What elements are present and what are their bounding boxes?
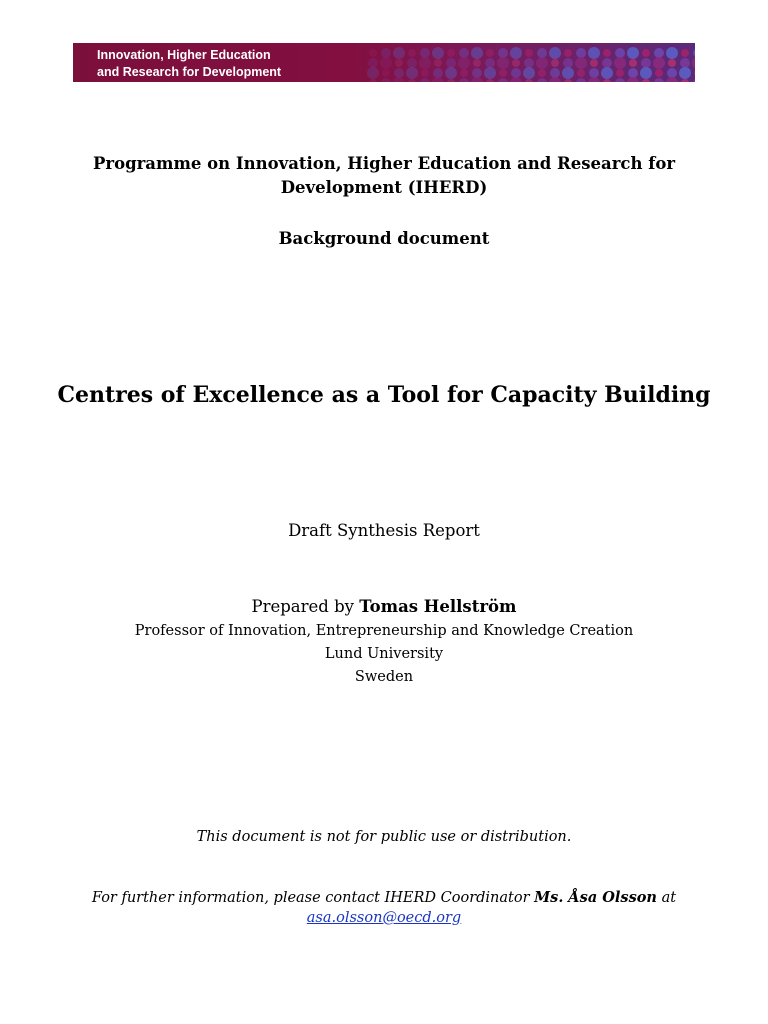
pattern-dot xyxy=(473,59,481,67)
author-university: Lund University xyxy=(324,646,444,662)
pattern-dot xyxy=(460,69,468,77)
pattern-dot xyxy=(471,47,483,59)
pattern-dot xyxy=(588,47,600,59)
pattern-dot xyxy=(590,59,598,67)
prepared-by-line xyxy=(0,597,768,616)
pattern-dot xyxy=(654,48,664,58)
pattern-dot xyxy=(407,58,417,68)
pattern-dot xyxy=(421,69,429,77)
pattern-dot xyxy=(419,57,431,69)
pattern-dot xyxy=(549,77,561,82)
pattern-dot xyxy=(523,67,535,79)
pattern-dot xyxy=(576,48,586,58)
pattern-dot xyxy=(679,67,691,79)
contact-name: Ms. Åsa Olsson xyxy=(534,889,657,906)
pattern-dot xyxy=(668,59,676,67)
pattern-dot xyxy=(433,68,443,78)
pattern-dot xyxy=(694,69,695,77)
pattern-dot xyxy=(603,79,611,82)
pattern-dot xyxy=(458,57,470,69)
pattern-dot xyxy=(447,79,455,82)
pattern-dot xyxy=(564,49,572,57)
pattern-dot xyxy=(381,48,391,58)
pattern-dot xyxy=(510,47,522,59)
pattern-dot xyxy=(681,79,689,82)
document-subtitle: Draft Synthesis Report xyxy=(288,521,480,540)
pattern-dot xyxy=(368,58,378,68)
prepared-by-label: Prepared by xyxy=(251,597,360,616)
pattern-dot xyxy=(549,47,561,59)
pattern-dot xyxy=(577,69,585,77)
pattern-dot xyxy=(692,57,695,69)
pattern-dot xyxy=(406,67,418,79)
pattern-dot xyxy=(654,78,664,82)
contact-line xyxy=(0,889,768,906)
pattern-dot xyxy=(550,68,560,78)
pattern-dot xyxy=(512,59,520,67)
pattern-dot xyxy=(642,49,650,57)
banner-title-line2: and Research for Development xyxy=(97,65,282,79)
contact-text: For further information, please contact IHERD Coordinator xyxy=(91,890,535,906)
pattern-dot xyxy=(485,58,495,68)
pattern-dot xyxy=(642,79,650,82)
pattern-dot xyxy=(681,49,689,57)
document-title: Centres of Excellence as a Tool for Capacity Building xyxy=(57,382,711,408)
pattern-dot xyxy=(666,47,678,59)
pattern-dot xyxy=(551,59,559,67)
pattern-dot xyxy=(627,77,639,82)
pattern-dot xyxy=(497,57,509,69)
pattern-dot xyxy=(446,58,456,68)
pattern-dot xyxy=(615,78,625,82)
pattern-dot xyxy=(575,57,587,69)
pattern-dot xyxy=(525,49,533,57)
pattern-dot xyxy=(628,68,638,78)
pattern-dot xyxy=(614,57,626,69)
pattern-dot xyxy=(603,49,611,57)
pattern-dot xyxy=(432,47,444,59)
pattern-dot xyxy=(693,48,695,58)
author-position: Professor of Innovation, Entrepreneurship and Knowledge Creation xyxy=(134,623,634,639)
pattern-dot xyxy=(394,68,404,78)
pattern-dot xyxy=(447,49,455,57)
pattern-dot xyxy=(395,59,403,67)
pattern-dot xyxy=(680,58,690,68)
pattern-dot xyxy=(420,48,430,58)
pattern-dot xyxy=(601,67,613,79)
pattern-dot xyxy=(408,49,416,57)
pattern-dot xyxy=(459,48,469,58)
pattern-dot xyxy=(640,67,652,79)
author-country: Sweden xyxy=(354,669,414,685)
pattern-dot xyxy=(693,78,695,82)
pattern-dot xyxy=(459,78,469,82)
banner-title-line1: Innovation, Higher Education xyxy=(97,48,271,62)
pattern-dot xyxy=(511,68,521,78)
header-banner xyxy=(73,43,695,82)
contact-suffix: at xyxy=(656,890,677,906)
pattern-dot xyxy=(564,79,572,82)
pattern-dot xyxy=(588,77,600,82)
pattern-dot xyxy=(382,69,390,77)
pattern-dot xyxy=(629,59,637,67)
pattern-dot xyxy=(563,58,573,68)
programme-title-line2: Development (IHERD) xyxy=(280,178,488,197)
pattern-dot xyxy=(602,58,612,68)
pattern-dot xyxy=(380,57,392,69)
pattern-dot xyxy=(627,47,639,59)
distribution-notice: This document is not for public use or distribution. xyxy=(196,829,572,845)
pattern-dot xyxy=(471,77,483,82)
pattern-dot xyxy=(367,67,379,79)
pattern-dot xyxy=(510,77,522,82)
pattern-dot xyxy=(408,79,416,82)
pattern-dot xyxy=(655,69,663,77)
pattern-dot xyxy=(393,77,405,82)
pattern-dot xyxy=(432,77,444,82)
programme-title-line1: Programme on Innovation, Higher Education and Research for xyxy=(92,154,676,173)
pattern-dot xyxy=(445,67,457,79)
pattern-dot xyxy=(562,67,574,79)
pattern-dot xyxy=(498,48,508,58)
pattern-dot xyxy=(576,78,586,82)
pattern-dot xyxy=(616,69,624,77)
contact-email-link[interactable]: asa.olsson@oecd.org xyxy=(306,910,462,926)
pattern-dot xyxy=(525,79,533,82)
pattern-dot xyxy=(538,69,546,77)
pattern-dot xyxy=(369,79,377,82)
pattern-dot xyxy=(537,48,547,58)
pattern-dot xyxy=(381,78,391,82)
pattern-dot xyxy=(393,47,405,59)
author-name: Tomas Hellström xyxy=(359,597,517,616)
pattern-dot xyxy=(589,68,599,78)
pattern-dot xyxy=(434,59,442,67)
pattern-dot xyxy=(484,67,496,79)
document-type: Background document xyxy=(278,229,490,248)
pattern-dot xyxy=(667,68,677,78)
pattern-dot xyxy=(486,79,494,82)
pattern-dot xyxy=(641,58,651,68)
pattern-dot xyxy=(472,68,482,78)
pattern-dot xyxy=(499,69,507,77)
pattern-dot xyxy=(420,78,430,82)
pattern-dot xyxy=(653,57,665,69)
pattern-dot xyxy=(498,78,508,82)
pattern-dot xyxy=(524,58,534,68)
pattern-dot xyxy=(486,49,494,57)
pattern-dot xyxy=(537,78,547,82)
pattern-dot xyxy=(369,49,377,57)
contact-email-line xyxy=(0,910,768,926)
pattern-dot xyxy=(536,57,548,69)
pattern-dot xyxy=(615,48,625,58)
pattern-dot xyxy=(666,77,678,82)
